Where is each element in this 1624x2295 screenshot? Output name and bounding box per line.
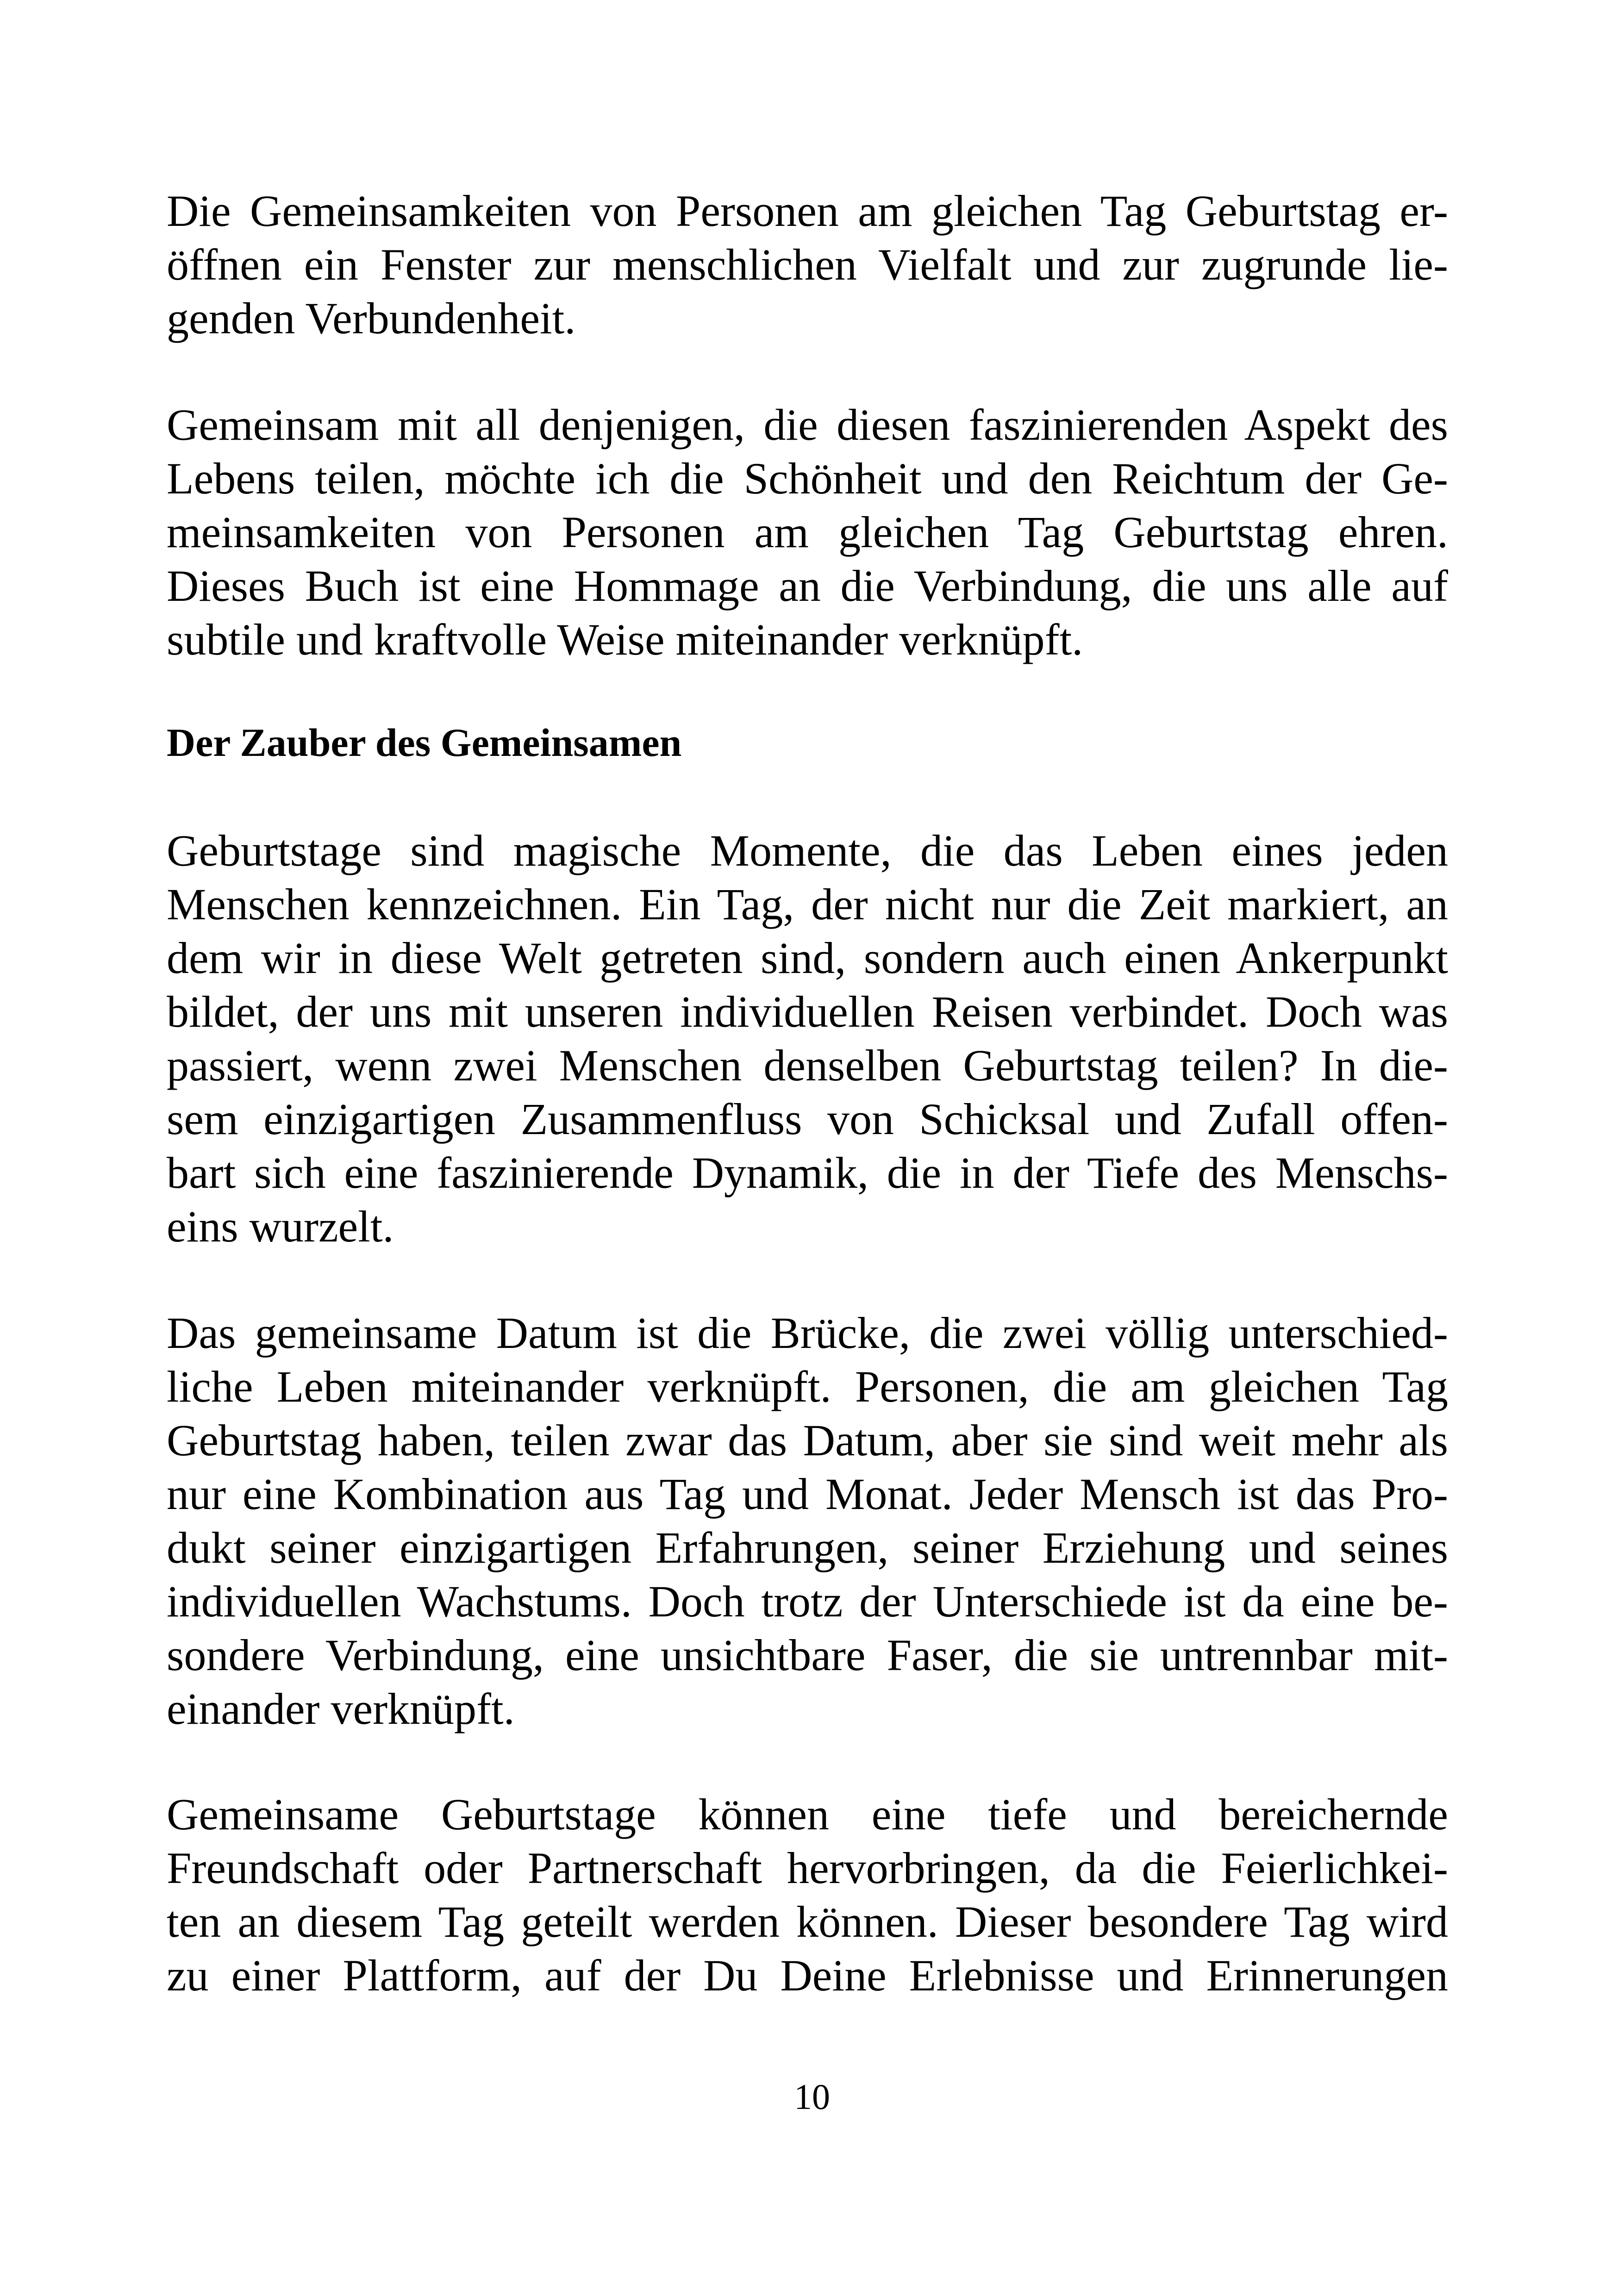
paragraph-2-line-3: meinsamkeiten von Personen am gleichen Tag Geburtstag ehren.: [167, 507, 1448, 557]
paragraph-4-line-5: dukt seiner einzigartigen Erfahrungen, seiner Erziehung und seines: [167, 1523, 1448, 1572]
paragraph-5-line-1: Gemeinsame Geburtstage können eine tiefe und bereichernde: [167, 1790, 1448, 1839]
paragraph-4-line-4: nur eine Kombination aus Tag und Monat. Jeder Mensch ist das Pro-: [167, 1469, 1448, 1519]
paragraph-2-line-5: subtile und kraftvolle Weise miteinander verknüpft.: [167, 615, 1083, 664]
paragraph-4-line-6: individuellen Wachstums. Doch trotz der Unterschiede ist da eine be-: [167, 1577, 1448, 1626]
paragraph-2-line-2: Lebens teilen, möchte ich die Schönheit und den Reichtum der Ge-: [167, 454, 1448, 503]
paragraph-3-line-1: Geburtstage sind magische Momente, die das Leben eines jeden: [167, 826, 1448, 875]
paragraph-1-line-1: Die Gemeinsamkeiten von Personen am gleichen Tag Geburtstag er-: [167, 186, 1448, 236]
paragraph-4-line-1: Das gemeinsame Datum ist die Brücke, die zwei völlig unterschied-: [167, 1308, 1448, 1358]
paragraph-3-line-2: Menschen kennzeichnen. Ein Tag, der nicht nur die Zeit markiert, an: [167, 879, 1448, 929]
paragraph-3-line-8: eins wurzelt.: [167, 1202, 394, 1251]
page-number: 10: [794, 2077, 830, 2117]
paragraph-5-line-4: zu einer Plattform, auf der Du Deine Erlebnisse und Erinnerungen: [167, 1951, 1448, 2000]
paragraph-4-line-8: einander verknüpft.: [167, 1684, 515, 1734]
section-heading: Der Zauber des Gemeinsamen: [167, 720, 682, 765]
paragraph-1-line-3: genden Verbundenheit.: [167, 293, 576, 343]
paragraph-4-line-3: Geburtstag haben, teilen zwar das Datum, aber sie sind weit mehr als: [167, 1416, 1448, 1465]
paragraph-3-line-5: passiert, wenn zwei Menschen denselben Geburtstag teilen? In die-: [167, 1041, 1448, 1090]
paragraph-3-line-4: bildet, der uns mit unseren individuellen Reisen verbindet. Doch was: [167, 987, 1448, 1036]
paragraph-3-line-7: bart sich eine faszinierende Dynamik, die in der Tiefe des Menschs-: [167, 1148, 1448, 1197]
paragraph-3-line-6: sem einzigartigen Zusammenfluss von Schicksal und Zufall offen-: [167, 1094, 1448, 1144]
paragraph-1-line-2: öffnen ein Fenster zur menschlichen Vielfalt und zur zugrunde lie-: [167, 240, 1448, 289]
paragraph-5-line-3: ten an diesem Tag geteilt werden können. Dieser besondere Tag wird: [167, 1897, 1448, 1946]
paragraph-5-line-2: Freundschaft oder Partnerschaft hervorbringen, da die Feierlichkei-: [167, 1843, 1448, 1893]
paragraph-3-line-3: dem wir in diese Welt getreten sind, sondern auch einen Ankerpunkt: [167, 933, 1448, 983]
paragraph-2-line-1: Gemeinsam mit all denjenigen, die diesen faszinierenden Aspekt des: [167, 400, 1448, 449]
paragraph-4-line-2: liche Leben miteinander verknüpft. Personen, die am gleichen Tag: [167, 1362, 1448, 1411]
paragraph-4-line-7: sondere Verbindung, eine unsichtbare Faser, die sie untrennbar mit-: [167, 1630, 1448, 1680]
paragraph-2-line-4: Dieses Buch ist eine Hommage an die Verbindung, die uns alle auf: [167, 561, 1448, 611]
